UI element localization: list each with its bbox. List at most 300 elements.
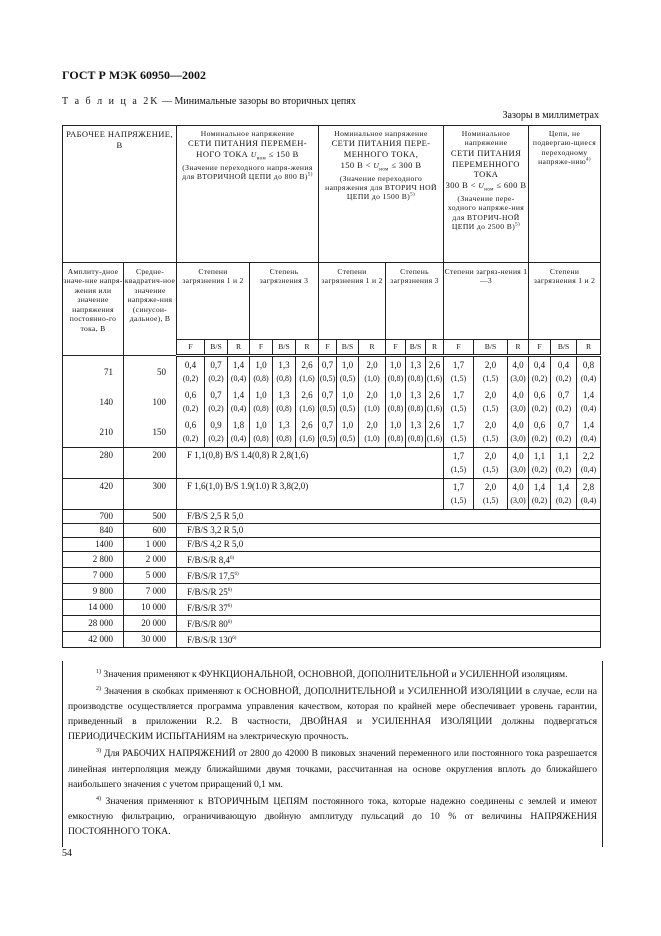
clearance-value-parenthesized: (0,2) [208, 404, 224, 413]
value-cell [529, 356, 551, 388]
page-number: 54 [62, 848, 72, 859]
footnote [68, 682, 597, 744]
clearance-text: F/B/S 2,5 R 5,0 [187, 511, 244, 521]
clearance-value: 0,7 [321, 390, 334, 400]
clearance-value-parenthesized: (0,2) [182, 434, 199, 443]
clearance-value-parenthesized: (1,0) [364, 434, 380, 443]
clearance-value-parenthesized: (1,5) [450, 496, 467, 505]
peak-voltage: 210 [63, 417, 124, 448]
group1-header: Номинальное напряжение СЕТИ ПИТАНИЯ ПЕРЕМЕН-НОГО ТОКА $U_{ном} \le 150$ В (Значение переходного напря-жения для ВТОРИЧНОЙ ЦЕПИ до 800 В)$^{5)}$ [177, 126, 319, 263]
combined-clearance [177, 584, 601, 600]
value-cell [426, 417, 444, 448]
clearance-value-parenthesized: (1,5) [482, 434, 499, 443]
value-cell [426, 387, 444, 417]
rms-voltage: 10 000 [124, 600, 177, 616]
clearances-table [62, 125, 601, 648]
value-cell [551, 479, 577, 510]
table-row [63, 568, 601, 584]
rms-voltage: 500 [124, 510, 177, 524]
table-row [63, 387, 601, 417]
clearance-value: 1,0 [341, 420, 354, 430]
clearance-value: 1,4 [533, 482, 546, 492]
column-header: F [177, 340, 205, 356]
footnote-text: Значения в скобках применяют к ОСНОВНОЙ, ДОПОЛНИТЕЛЬНОЙ и УСИЛЕННОЙ ИЗОЛЯЦИИ в случае, если на производстве осуществляется программа управления качеством, которая по крайней мере обеспечивает уровень гарантии, приведенный в приложении R.2. В частности, ДВОЙНАЯ и УСИЛЕННАЯ ИЗОЛЯЦИИ должны подвергаться ПЕРИОДИЧЕСКИМ ИСПЫТАНИЯМ на электрическую прочность. [68, 686, 597, 743]
clearance-value: 0,7 [210, 390, 222, 400]
value-cell [474, 387, 508, 417]
clearance-value: 2,6 [428, 360, 441, 370]
clearance-value: 2,6 [428, 390, 441, 400]
value-cell [426, 356, 444, 388]
rms-voltage: 5 000 [124, 568, 177, 584]
value-cell [250, 417, 273, 448]
table-row [63, 510, 601, 524]
clearance-value: 1,7 [452, 420, 465, 430]
value-cell [444, 479, 474, 510]
combined-clearance: F 1,1(0,8) B/S 1.4(0,8) R 2,8(1,6) [177, 448, 444, 479]
clearance-value: 1,7 [452, 482, 465, 492]
clearance-value: 1,7 [452, 451, 465, 461]
value-cell [444, 448, 474, 479]
clearance-value-parenthesized: (3,0) [510, 434, 526, 443]
clearance-value-parenthesized: (0,8) [253, 434, 269, 443]
clearance-value-parenthesized: (0,8) [407, 434, 424, 443]
clearance-value-parenthesized: (0,2) [555, 404, 572, 413]
clearance-value-parenthesized: (0,2) [531, 465, 548, 474]
peak-voltage: 700 [63, 510, 124, 524]
peak-voltage: 71 [63, 356, 124, 388]
clearance-value: 0,6 [533, 420, 546, 430]
column-header: F [444, 340, 474, 356]
group4-header: Цепи, не подвергаю-щиеся переходному напряже-нию$^{4)}$ [529, 126, 601, 263]
column-header: F [386, 340, 406, 356]
clearance-value-parenthesized: (1,0) [364, 374, 380, 383]
value-cell [551, 448, 577, 479]
column-header: F [319, 340, 337, 356]
value-cell [205, 387, 228, 417]
value-cell [508, 448, 529, 479]
clearance-value: 1,0 [389, 390, 402, 400]
clearance-value-parenthesized: (0,2) [182, 374, 199, 383]
clearance-value: 2,0 [484, 390, 497, 400]
value-cell [444, 387, 474, 417]
clearance-value-parenthesized: (1,6) [299, 434, 315, 443]
clearance-value: 1,4 [232, 390, 245, 400]
clearance-value-parenthesized: (0,4) [580, 496, 597, 505]
combined-clearance [177, 600, 601, 616]
clearance-value-parenthesized: (0,8) [387, 434, 404, 443]
clearance-value: 0,7 [210, 360, 222, 370]
value-cell [529, 479, 551, 510]
clearance-value: 4,0 [512, 390, 524, 400]
clearance-value: 0,6 [184, 420, 197, 430]
footnotes [62, 661, 603, 847]
value-cell [319, 356, 337, 388]
column-header: B/S [406, 340, 426, 356]
value-cell [273, 417, 296, 448]
value-cell [319, 417, 337, 448]
clearance-value-parenthesized: (1,5) [482, 404, 499, 413]
table-row [63, 600, 601, 616]
rms-voltage: 150 [124, 417, 177, 448]
table-row [63, 616, 601, 632]
footnote [68, 744, 597, 791]
table-caption [62, 96, 356, 107]
clearance-text: F/B/S/R 130 [187, 635, 233, 645]
clearance-value: 1,0 [389, 360, 402, 370]
value-cell [273, 356, 296, 388]
value-cell [386, 417, 406, 448]
rms-voltage: 100 [124, 387, 177, 417]
column-header: R [577, 340, 601, 356]
group3-header: Номинальное напряжение СЕТИ ПИТАНИЯ ПЕРЕМЕННОГО ТОКА 300 $В < U_{ном} \le 600$ В (Значение пере-ходного напряже-ния для ВТОРИЧ-НОЙ ЦЕПИ до 2500 В)$^{5)}$ [444, 126, 529, 263]
clearance-value-parenthesized: (1,6) [299, 374, 315, 383]
clearance-value-parenthesized: (1,6) [426, 434, 443, 443]
table-row [63, 552, 601, 568]
clearance-value-parenthesized: (0,2) [555, 434, 572, 443]
value-cell [228, 387, 250, 417]
footnote-ref: 6) [232, 636, 237, 641]
clearance-value-parenthesized: (1,5) [450, 374, 467, 383]
group2-header: Номинальное напряжение СЕТИ ПИТАНИЯ ПЕРЕ-МЕННОГО ТОКА, 150 $В < U_{ном} \le 300$ В (Значение переходного напряжения для ВТОРИЧ НОЙ ЦЕПИ до 1500 В)$^{5)}$ [319, 126, 444, 263]
footnote-ref: 6) [230, 556, 235, 561]
value-cell [386, 387, 406, 417]
value-cell [577, 387, 601, 417]
clearance-value-parenthesized: (0,4) [230, 434, 247, 443]
table-title: — Минимальные зазоры во вторичных цепях [159, 96, 356, 107]
clearance-value-parenthesized: (0,8) [253, 374, 269, 383]
clearance-text: F/B/S 4,2 R 5,0 [187, 539, 244, 549]
clearance-value-parenthesized: (0,2) [531, 404, 548, 413]
clearance-value: 0,7 [557, 390, 570, 400]
table-row [63, 538, 601, 552]
peak-voltage: 280 [63, 448, 124, 479]
peak-voltage: 140 [63, 387, 124, 417]
clearance-value: 1,7 [452, 390, 465, 400]
footnote-text: Значения применяют к ФУНКЦИОНАЛЬНОЙ, ОСНОВНОЙ, ДОПОЛНИТЕЛЬНОЙ и УСИЛЕННОЙ изоляциям. [101, 669, 568, 681]
clearance-value-parenthesized: (1,5) [482, 374, 499, 383]
value-cell [359, 356, 386, 388]
combined-clearance [177, 552, 601, 568]
table-row [63, 417, 601, 448]
footnote-number: 1) [96, 669, 101, 675]
clearance-value-parenthesized: (0,5) [319, 434, 336, 443]
clearance-value: 0,7 [557, 420, 570, 430]
column-header: B/S [474, 340, 508, 356]
table-row [63, 584, 601, 600]
combined-clearance [177, 538, 601, 552]
value-cell [406, 417, 426, 448]
peak-voltage: 7 000 [63, 568, 124, 584]
clearance-value-parenthesized: (0,4) [230, 374, 247, 383]
clearance-value: 1,3 [278, 420, 290, 430]
clearance-text: F/B/S/R 80 [187, 619, 228, 629]
clearance-value: 4,0 [512, 420, 524, 430]
clearance-value: 1,0 [255, 390, 267, 400]
clearance-value: 1,3 [278, 390, 290, 400]
clearance-text: F/B/S/R 17,5 [187, 571, 235, 581]
column-header: F [250, 340, 273, 356]
clearance-value-parenthesized: (0,4) [580, 374, 597, 383]
value-cell [474, 356, 508, 388]
value-cell [296, 417, 319, 448]
value-cell [577, 417, 601, 448]
clearance-value-parenthesized: (0,8) [276, 434, 292, 443]
clearance-value-parenthesized: (1,5) [450, 465, 467, 474]
clearance-value: 0,4 [557, 360, 570, 370]
clearance-value-parenthesized: (0,8) [276, 404, 292, 413]
clearance-value: 0,7 [321, 360, 334, 370]
value-cell [205, 417, 228, 448]
clearance-value-parenthesized: (0,5) [339, 434, 356, 443]
amplitude-header: Амплиту-дное значе-ние напря-жения или значение напряжения постоянно-го тока, В [63, 263, 124, 356]
peak-voltage: 42 000 [63, 632, 124, 648]
clearance-value: 1,4 [582, 390, 595, 400]
peak-voltage: 14 000 [63, 600, 124, 616]
rms-voltage: 30 000 [124, 632, 177, 648]
value-cell [296, 387, 319, 417]
units-note: Зазоры в миллиметрах [502, 110, 599, 121]
clearance-value-parenthesized: (1,6) [426, 374, 443, 383]
column-header: R [359, 340, 386, 356]
clearance-value-parenthesized: (0,4) [230, 404, 247, 413]
clearance-value-parenthesized: (0,8) [387, 374, 404, 383]
pollution-subheader: Степени загрязнения 1 и 2 [319, 263, 386, 340]
clearance-value: 2,0 [366, 420, 378, 430]
clearance-value: 1,3 [409, 420, 422, 430]
column-header: B/S [337, 340, 359, 356]
footnote-text: Для РАБОЧИХ НАПРЯЖЕНИЙ от 2800 до 42000 В пиковых значений переменного или постоянного тока разрешается линейная интерполяция между ближайшими двумя точками, рассчитанная на основе округления вплоть до ближайшего наибольшего значения с учетом приращений 0,1 мм. [68, 748, 597, 790]
combined-clearance [177, 632, 601, 648]
value-cell [319, 387, 337, 417]
footnote-ref: 6) [227, 620, 232, 625]
clearance-value-parenthesized: (0,2) [182, 404, 199, 413]
clearance-value-parenthesized: (0,2) [555, 496, 572, 505]
clearance-value: 2,6 [301, 360, 313, 370]
clearance-value: 1,3 [409, 390, 422, 400]
table-row [63, 479, 601, 510]
clearance-value: 0,7 [321, 420, 334, 430]
clearance-value-parenthesized: (1,5) [450, 434, 467, 443]
clearance-value: 1,0 [341, 390, 354, 400]
value-cell [474, 479, 508, 510]
footnote-ref: 6) [227, 604, 232, 609]
clearance-value-parenthesized: (0,2) [531, 496, 548, 505]
value-cell [444, 356, 474, 388]
clearance-value-parenthesized: (0,8) [276, 374, 292, 383]
clearance-value: 2,6 [301, 420, 313, 430]
pollution-subheader: Степень загрязнения 3 [250, 263, 319, 340]
value-cell [250, 387, 273, 417]
column-header: R [508, 340, 529, 356]
clearance-value: 4,0 [512, 451, 524, 461]
combined-clearance [177, 568, 601, 584]
value-cell [406, 356, 426, 388]
value-cell [508, 387, 529, 417]
peak-voltage: 1400 [63, 538, 124, 552]
clearance-value-parenthesized: (0,5) [319, 374, 336, 383]
clearance-value: 1,8 [232, 420, 245, 430]
clearance-value-parenthesized: (0,2) [208, 434, 224, 443]
table-label: Т а б л и ц а 2K [62, 96, 160, 107]
clearance-value-parenthesized: (0,8) [387, 404, 404, 413]
clearance-value: 2,0 [484, 451, 497, 461]
clearance-value: 0,4 [184, 360, 197, 370]
value-cell [386, 356, 406, 388]
value-cell [205, 356, 228, 388]
value-cell [228, 417, 250, 448]
clearance-value-parenthesized: (1,6) [299, 404, 315, 413]
clearance-value-parenthesized: (1,0) [364, 404, 380, 413]
pollution-subheader: Степени загрязнения 1 и 2 [529, 263, 601, 340]
clearance-value: 2,0 [484, 420, 497, 430]
peak-voltage: 420 [63, 479, 124, 510]
clearance-value-parenthesized: (0,2) [531, 434, 548, 443]
clearance-value-parenthesized: (3,0) [510, 374, 526, 383]
clearance-value: 4,0 [512, 482, 524, 492]
rms-voltage: 20 000 [124, 616, 177, 632]
clearance-value: 0,9 [210, 420, 222, 430]
rms-voltage: 300 [124, 479, 177, 510]
clearance-value: 4,0 [512, 360, 524, 370]
column-header: B/S [273, 340, 296, 356]
value-cell [551, 417, 577, 448]
rms-voltage: 1 000 [124, 538, 177, 552]
value-cell [273, 387, 296, 417]
pollution-subheader: Степень загрязнения 3 [386, 263, 444, 340]
column-header: R [426, 340, 444, 356]
value-cell [508, 356, 529, 388]
peak-voltage: 840 [63, 524, 124, 538]
rms-voltage: 600 [124, 524, 177, 538]
value-cell [359, 387, 386, 417]
clearance-value: 0,8 [582, 360, 595, 370]
combined-clearance [177, 510, 601, 524]
value-cell [529, 387, 551, 417]
footnote-text: Значения применяют к ВТОРИЧНЫМ ЦЕПЯМ постоянного тока, которые надежно соединены с землей и имеют емкостную фильтрацию, ограничивающую двойную амплитуду пульсаций до 10 % от величины НАПРЯЖЕНИЯ ПОСТОЯННОГО ТОКА. [68, 795, 597, 837]
clearance-value: 2,2 [582, 451, 595, 461]
working-voltage-header: РАБОЧЕЕ НАПРЯЖЕНИЕ, В [63, 126, 177, 263]
value-cell [250, 356, 273, 388]
value-cell [337, 387, 359, 417]
clearance-value: 1,0 [341, 360, 354, 370]
footnote-ref: 6) [234, 572, 239, 577]
clearance-value: 2,0 [366, 390, 378, 400]
clearance-value-parenthesized: (0,4) [580, 465, 597, 474]
clearance-value-parenthesized: (0,2) [555, 374, 572, 383]
combined-clearance: F 1,6(1,0) B/S 1.9(1.0) R 3,8(2,0) [177, 479, 444, 510]
clearance-value: 1,1 [533, 451, 546, 461]
column-header: F [529, 340, 551, 356]
clearance-value: 1,0 [255, 420, 267, 430]
value-cell [337, 417, 359, 448]
clearance-value-parenthesized: (0,4) [580, 404, 597, 413]
value-cell [577, 479, 601, 510]
clearance-value: 1,3 [278, 360, 290, 370]
clearance-value-parenthesized: (3,0) [510, 404, 526, 413]
standard-number: ГОСТ Р МЭК 60950—2002 [62, 68, 206, 82]
rms-voltage: 2 000 [124, 552, 177, 568]
clearance-value-parenthesized: (0,8) [407, 404, 424, 413]
table-row [63, 632, 601, 648]
clearance-value-parenthesized: (0,5) [319, 404, 336, 413]
clearance-value-parenthesized: (0,8) [407, 374, 424, 383]
clearance-text: F/B/S/R 37 [187, 603, 228, 613]
peak-voltage: 9 800 [63, 584, 124, 600]
rms-voltage: 50 [124, 356, 177, 388]
value-cell [228, 356, 250, 388]
clearance-value-parenthesized: (1,5) [450, 404, 467, 413]
column-header: R [296, 340, 319, 356]
footnote [68, 665, 597, 682]
value-cell [529, 448, 551, 479]
column-header: B/S [551, 340, 577, 356]
clearance-value: 1,1 [557, 451, 570, 461]
clearance-value: 0,6 [533, 390, 546, 400]
clearance-value: 1,4 [557, 482, 570, 492]
pollution-subheader: Степени загрязнения 1 и 2 [177, 263, 250, 340]
clearance-text: F/B/S 3,2 R 5,0 [187, 525, 244, 535]
peak-voltage: 2 800 [63, 552, 124, 568]
column-header: R [228, 340, 250, 356]
clearance-value: 1,0 [255, 360, 267, 370]
value-cell [337, 356, 359, 388]
column-header: B/S [205, 340, 228, 356]
clearance-value-parenthesized: (0,2) [208, 374, 224, 383]
value-cell [177, 356, 205, 388]
footnote-number: 4) [96, 795, 101, 802]
clearance-value: 2,0 [484, 360, 497, 370]
clearance-value: 0,6 [184, 390, 197, 400]
rms-voltage: 200 [124, 448, 177, 479]
value-cell [551, 387, 577, 417]
clearance-value-parenthesized: (0,5) [339, 374, 356, 383]
table-row [63, 448, 601, 479]
value-cell [177, 387, 205, 417]
value-cell [529, 417, 551, 448]
clearance-value: 1,4 [232, 360, 245, 370]
value-cell [359, 417, 386, 448]
clearance-value-parenthesized: (3,0) [510, 465, 526, 474]
value-cell [577, 356, 601, 388]
clearance-value: 2,0 [484, 482, 497, 492]
clearance-value-parenthesized: (0,2) [531, 374, 548, 383]
clearance-value: 1,0 [389, 420, 402, 430]
clearance-value-parenthesized: (1,6) [426, 404, 443, 413]
clearance-value-parenthesized: (0,5) [339, 404, 356, 413]
rms-header: Средне-квадратич-ное значение напряже-ния (синусои-дальное), В [124, 263, 177, 356]
clearance-value: 1,3 [409, 360, 422, 370]
clearance-value-parenthesized: (3,0) [510, 496, 526, 505]
footnote-ref: 6) [227, 588, 232, 593]
clearance-value: 1,7 [452, 360, 465, 370]
clearance-text: F/B/S/R 8,4 [187, 555, 231, 565]
clearance-value-parenthesized: (1,5) [482, 496, 499, 505]
clearance-value: 2,0 [366, 360, 378, 370]
value-cell [406, 387, 426, 417]
value-cell [296, 356, 319, 388]
value-cell [474, 448, 508, 479]
clearance-value-parenthesized: (0,8) [253, 404, 269, 413]
clearance-value-parenthesized: (0,4) [580, 434, 597, 443]
value-cell [177, 417, 205, 448]
clearance-value: 1,4 [582, 420, 595, 430]
clearance-value: 2,6 [301, 390, 313, 400]
value-cell [508, 479, 529, 510]
clearance-value-parenthesized: (0,2) [555, 465, 572, 474]
clearance-value: 2,6 [428, 420, 441, 430]
combined-clearance [177, 616, 601, 632]
clearance-value: 2,8 [582, 482, 595, 492]
